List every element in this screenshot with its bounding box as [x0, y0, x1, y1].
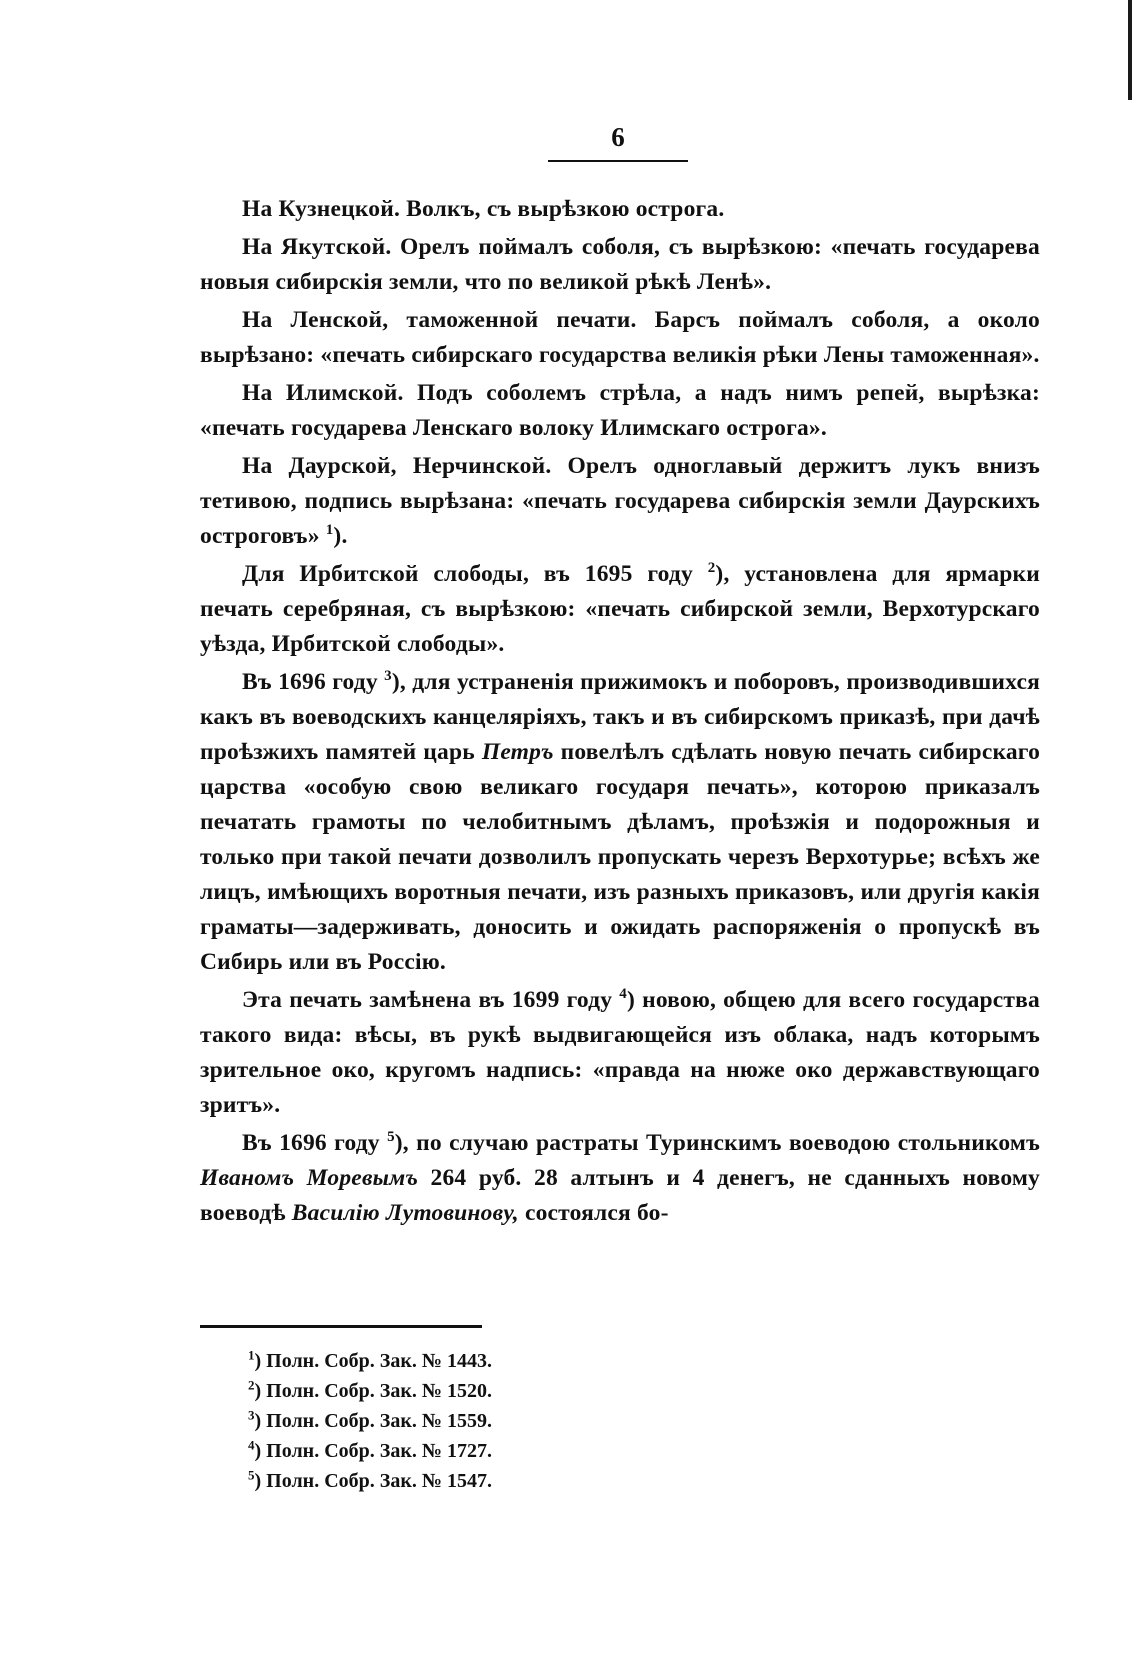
paragraph-irbit-text-b: ), установлена для ярмарки печать серебряная, съ вырѣзкою: «печать сибирской земли, Верхотурскаго уѣзда, Ирбитской слободы».: [200, 561, 1041, 657]
footnote-text: ) Полн. Собр. Зак. № 1727.: [254, 1440, 492, 1462]
paragraph-turinsk-text-d: состоялся бо-: [524, 1200, 669, 1226]
paragraph-turinsk-text-a: Въ 1696 году: [242, 1130, 380, 1156]
footnote-ref-5: 5: [387, 1129, 395, 1146]
footnote-4: [248, 1436, 648, 1466]
paragraph-lensk: На Ленской, таможенной печати. Барсъ поймалъ соболя, а около вырѣзано: «печать сибирскаго государства великія рѣки Лены таможенная».: [200, 307, 1040, 368]
paragraph-turinsk-text-b: ), по случаю растраты Туринскимъ воеводою стольникомъ: [394, 1130, 1040, 1156]
footnote-text: ) Полн. Собр. Зак. № 1443.: [254, 1350, 492, 1372]
footnote-5: [248, 1466, 648, 1496]
footnote-ref-1: 1: [325, 522, 334, 539]
footnote-ref-4: 4: [619, 986, 627, 1003]
footnote-1: [248, 1346, 648, 1376]
binding-edge-mark: [1128, 0, 1132, 100]
paragraph-daursk-end: ).: [333, 523, 348, 549]
footnote-2: [248, 1376, 648, 1406]
footnote-text: ) Полн. Собр. Зак. № 1559.: [254, 1410, 492, 1432]
footnote-text: ) Полн. Собр. Зак. № 1520.: [254, 1380, 492, 1402]
footnote-mark: 2: [248, 1377, 255, 1393]
paragraph-1696-seal: [200, 665, 1040, 980]
main-text: [200, 192, 1040, 1234]
paragraph-daursk-text: На Даурской, Нерчинской. Орелъ одноглавый держитъ лукъ внизъ тетивою, подпись вырѣзана: «печать государева сибирскія земли Даурскихъ остроговъ»: [200, 453, 1040, 549]
footnote-3: [248, 1406, 648, 1436]
footnote-text: ) Полн. Собр. Зак. № 1547.: [254, 1470, 492, 1492]
page-number: 6: [611, 122, 625, 152]
footnotes: [248, 1346, 648, 1496]
paragraph-yakutsk: На Якутской. Орелъ поймалъ соболя, съ вырѣзкою: «печать государева новыя сибирскія земли, что по великой рѣкѣ Ленѣ».: [200, 234, 1040, 295]
paragraph-irbit: [200, 557, 1040, 662]
name-peter: Петръ: [481, 739, 554, 765]
page-number-rule: [548, 160, 688, 162]
footnote-mark: 1: [248, 1347, 255, 1363]
paragraph-irbit-text-a: Для Ирбитской слободы, въ 1695 году: [242, 561, 693, 587]
footnote-rule: [200, 1325, 482, 1328]
footnote-mark: 4: [248, 1437, 255, 1453]
footnote-ref-2: 2: [707, 560, 716, 577]
footnote-ref-3: 3: [384, 668, 392, 685]
paragraph-1696-text-b: ), для устраненія прижимокъ и поборовъ, производившихся какъ въ воеводскихъ канцеляріяхъ, такъ и въ сибирскомъ приказѣ, при дачѣ проѣзжихъ памятей царь: [200, 669, 1040, 765]
paragraph-daursk: [200, 449, 1040, 554]
paragraph-turinsk: [200, 1126, 1040, 1231]
footnote-mark: 3: [248, 1407, 255, 1423]
name-ivan-morev: Иваномъ Моревымъ: [200, 1165, 419, 1191]
name-vasily-lutovinov: Василію Лутовинову,: [291, 1200, 519, 1226]
paragraph-ilimsk: На Илимской. Подъ соболемъ стрѣла, а надъ нимъ репей, вырѣзка: «печать государева Ленскаго волоку Илимскаго острога».: [200, 380, 1040, 441]
paragraph-1696-text-a: Въ 1696 году: [242, 669, 378, 695]
paragraph-kuznetsk: На Кузнецкой. Волкъ, съ вырѣзкою острога.: [242, 196, 725, 222]
paragraph-1699-text-b: ) новою, общею для всего государства такого вида: вѣсы, въ рукѣ выдвигающейся изъ облака, надъ которымъ зрительное око, кругомъ надпись: «правда на нюже око державствующаго зритъ».: [200, 987, 1041, 1118]
paragraph-1699-text-a: Эта печать замѣнена въ 1699 году: [242, 987, 613, 1013]
paragraph-1696-text-c: повелѣлъ сдѣлать новую печать сибирскаго царства «особую свою великаго государя печать», которою приказалъ печатать грамоты по челобитнымъ дѣламъ, проѣзжія и подорожныя и только при такой печати дозволилъ пропускать черезъ Верхотурье; всѣхъ же лицъ, имѣющихъ воротныя печати, изъ разныхъ приказовъ, или другія какія граматы—задерживать, доносить и ожидать распоряженія о пропускѣ въ Сибирь или въ Россію.: [200, 739, 1041, 975]
paragraph-turinsk-text-c: 264 руб. 28 алтынъ и 4 денегъ, не сданныхъ новому воеводѣ: [200, 1165, 1040, 1226]
paragraph-1699-seal: [200, 983, 1040, 1123]
footnote-mark: 5: [248, 1467, 255, 1483]
